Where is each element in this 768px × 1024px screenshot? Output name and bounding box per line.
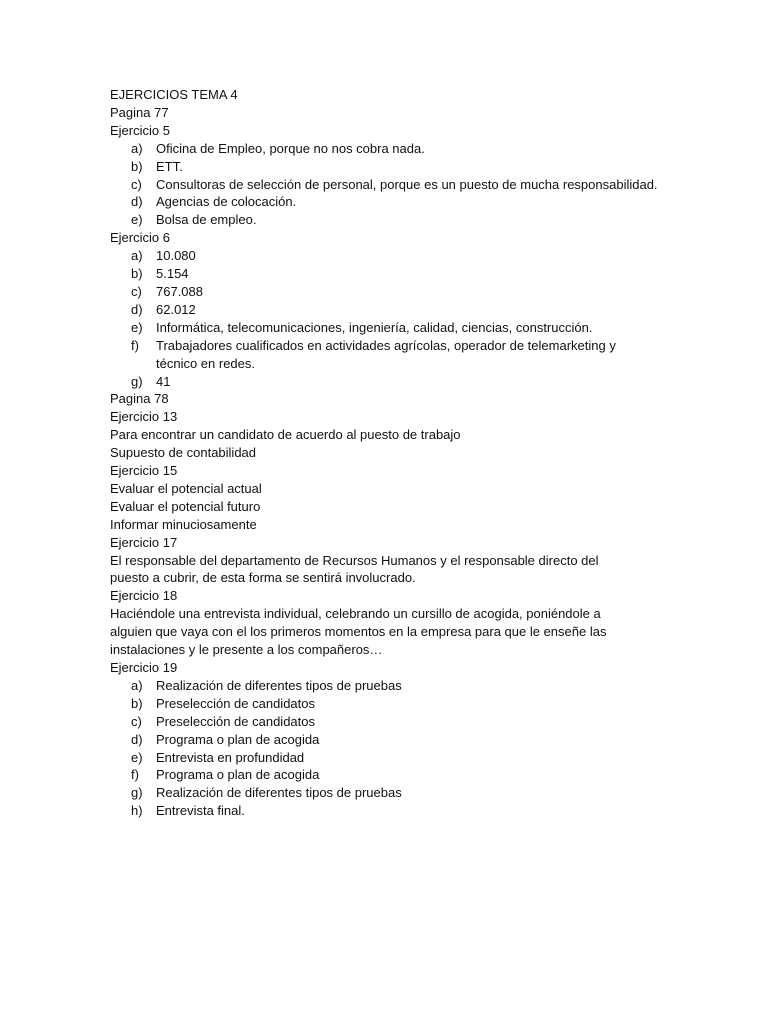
list-item-text: Programa o plan de acogida	[156, 731, 320, 747]
document-page	[110, 86, 670, 820]
list-marker: c)	[131, 283, 142, 299]
list-item-text: Programa o plan de acogida	[156, 767, 320, 783]
list-item-text: Oficina de Empleo, porque no nos cobra nada.	[156, 140, 425, 156]
list-item	[110, 749, 658, 767]
list-marker: d)	[131, 301, 143, 317]
exercise-13-line: Supuesto de contabilidad	[110, 445, 257, 461]
list-item	[110, 784, 658, 802]
list-marker: e)	[131, 212, 143, 228]
list-item-text: 41	[156, 373, 171, 389]
document-title: EJERCICIOS TEMA 4	[110, 87, 238, 102]
exercise-13-heading: Ejercicio 13	[110, 409, 178, 425]
list-item-text: 10.080	[156, 248, 196, 264]
exercise-5-list	[110, 140, 670, 230]
list-item	[110, 283, 658, 301]
list-marker: b)	[131, 158, 143, 174]
exercise-15-line: Evaluar el potencial futuro	[110, 498, 261, 514]
exercise-5-heading: Ejercicio 5	[110, 122, 170, 138]
list-marker: f)	[131, 337, 139, 353]
list-item-text: Preselección de candidatos	[156, 695, 315, 711]
list-marker: b)	[131, 266, 143, 282]
list-item	[110, 211, 658, 229]
list-item	[110, 766, 658, 784]
list-marker: c)	[131, 713, 142, 729]
list-item	[110, 193, 658, 211]
list-item-text: Realización de diferentes tipos de pruebas	[156, 785, 402, 801]
exercise-19-heading: Ejercicio 19	[110, 660, 178, 675]
list-item-text: Realización de diferentes tipos de pruebas	[156, 677, 402, 693]
list-marker: b)	[131, 695, 143, 711]
list-item	[110, 140, 658, 158]
list-item-text: 5.154	[156, 266, 189, 282]
exercise-6-heading: Ejercicio 6	[110, 230, 170, 246]
exercise-17-heading: Ejercicio 17	[110, 534, 178, 550]
list-marker: h)	[131, 803, 143, 819]
list-item	[110, 677, 658, 695]
list-item-text: Bolsa de empleo.	[156, 212, 257, 228]
exercise-13-line: Para encontrar un candidato de acuerdo al puesto de trabajo	[110, 427, 461, 443]
exercise-15-line: Evaluar el potencial actual	[110, 480, 262, 496]
list-marker: f)	[131, 767, 139, 783]
exercise-6-list	[110, 247, 670, 390]
list-item-text: Agencias de colocación.	[156, 194, 297, 210]
exercise-17-paragraph: El responsable del departamento de Recursos Humanos y el responsable directo del puesto a cubrir, de esta forma se sentirá involucrado.	[110, 552, 599, 586]
list-item	[110, 373, 658, 391]
list-item-text: Informática, telecomunicaciones, ingeniería, calidad, ciencias, construcción.	[156, 319, 593, 335]
exercise-18-paragraph: Haciéndole una entrevista individual, celebrando un cursillo de acogida, poniéndole a alguien que vaya con el los primeros momentos en la empresa para que le enseñe las instalaciones y le presente a los compañeros…	[110, 606, 607, 658]
list-item	[110, 176, 658, 194]
list-marker: e)	[131, 749, 143, 765]
list-marker: g)	[131, 373, 143, 389]
exercise-19-list	[110, 677, 670, 820]
exercise-15-line: Informar minuciosamente	[110, 516, 257, 532]
list-item-text: 767.088	[156, 283, 203, 299]
list-item	[110, 713, 658, 731]
list-item	[110, 802, 658, 820]
list-marker: a)	[131, 677, 143, 693]
list-item-text: Entrevista en profundidad	[156, 749, 305, 765]
list-item-text: Trabajadores cualificados en actividades agrícolas, operador de telemarketing y técnico en redes.	[156, 337, 616, 371]
list-marker: d)	[131, 731, 143, 747]
list-item-text: Preselección de candidatos	[156, 713, 315, 729]
list-item	[110, 695, 658, 713]
list-marker: a)	[131, 248, 143, 264]
list-item-text: ETT.	[156, 158, 183, 174]
exercise-18-heading: Ejercicio 18	[110, 588, 178, 604]
exercise-15-heading: Ejercicio 15	[110, 463, 178, 479]
page-label-78: Pagina 78	[110, 391, 169, 407]
list-marker: a)	[131, 140, 143, 156]
list-item-text: 62.012	[156, 301, 196, 317]
list-item	[110, 337, 658, 373]
list-item	[110, 247, 658, 265]
list-marker: e)	[131, 319, 143, 335]
list-item-text: Entrevista final.	[156, 803, 245, 819]
list-item	[110, 731, 658, 749]
list-marker: d)	[131, 194, 143, 210]
list-item	[110, 301, 658, 319]
list-item-text: Consultoras de selección de personal, porque es un puesto de mucha responsabilidad.	[156, 176, 658, 192]
list-item	[110, 319, 658, 337]
list-marker: c)	[131, 176, 142, 192]
list-item	[110, 265, 658, 283]
page-label-77: Pagina 77	[110, 104, 169, 120]
list-item	[110, 158, 658, 176]
list-marker: g)	[131, 785, 143, 801]
